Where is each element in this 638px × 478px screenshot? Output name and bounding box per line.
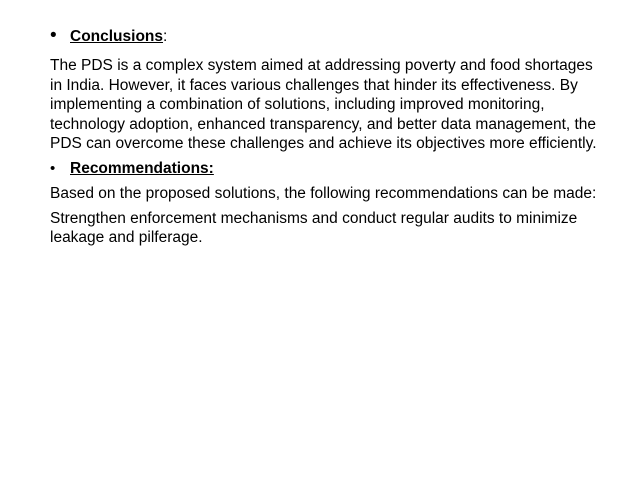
recommendations-heading-line: [50, 159, 600, 179]
recommendations-paragraph-2: Strengthen enforcement mechanisms and conduct regular audits to minimize leakage and pilferage.: [50, 209, 578, 247]
conclusions-heading-text: Conclusions: [70, 28, 164, 45]
slide-content: [50, 26, 600, 253]
recommendations-paragraph-1: Based on the proposed solutions, the following recommendations can be made:: [50, 184, 597, 202]
conclusions-heading: [70, 27, 167, 47]
conclusions-heading-colon: :: [163, 28, 168, 45]
conclusions-paragraph: The PDS is a complex system aimed at addressing poverty and food shortages in India. However, it faces various challenges that hinder its effectiveness. By implementing a combination of solutions, including improved monitoring, technology adoption, enhanced transparency, and better data management, the PDS can overcome these challenges and achieve its objectives more efficiently.: [50, 57, 597, 153]
conclusions-heading-line: [50, 26, 600, 47]
bullet-icon: •: [50, 159, 56, 177]
recommendations-heading: Recommendations:: [70, 159, 214, 177]
bullet-icon: •: [50, 25, 57, 46]
